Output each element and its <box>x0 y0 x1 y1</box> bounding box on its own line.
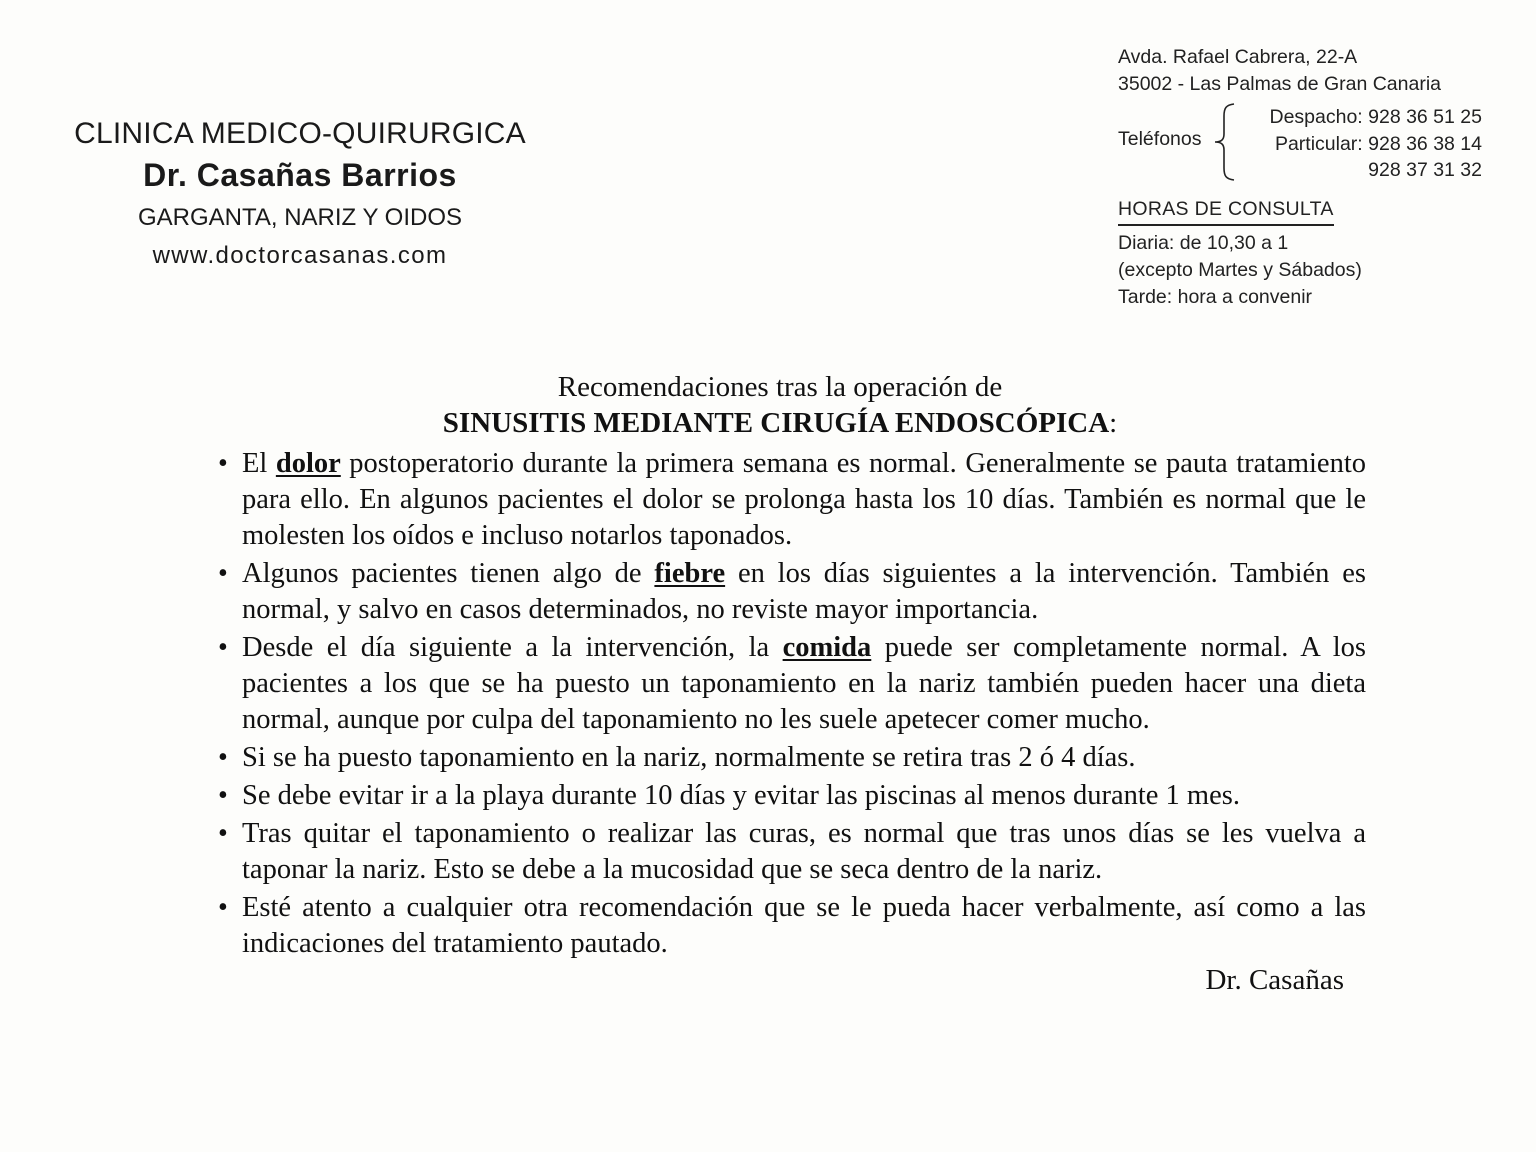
phone-list <box>1269 104 1482 184</box>
phone-extra: 928 37 31 32 <box>1368 159 1482 181</box>
list-item <box>218 778 1366 814</box>
hours-afternoon: Tarde: hora a convenir <box>1118 286 1313 308</box>
recommendations-list <box>218 446 1366 964</box>
contact-block <box>1118 44 1498 311</box>
list-item <box>218 890 1366 962</box>
hours-list <box>1118 230 1498 311</box>
heading-title-text: SINUSITIS MEDIANTE CIRUGÍA ENDOSCÓPICA <box>442 407 1110 439</box>
list-item <box>218 630 1366 738</box>
item-text: Si se ha puesto taponamiento en la nariz, normalmente se retira tras 2 ó 4 días. <box>242 742 1136 773</box>
heading-title <box>0 406 1536 440</box>
item-text: en los días siguientes a la intervención. También es normal, y salvo en casos determinados, no reviste mayor importancia. <box>242 558 1366 625</box>
doctor-name: Dr. Casañas Barrios <box>143 157 457 193</box>
clinic-specialty: GARGANTA, NARIZ Y OIDOS <box>137 204 463 231</box>
hours-daily: Diaria: de 10,30 a 1 <box>1118 232 1289 254</box>
phone-office: Despacho: 928 36 51 25 <box>1269 106 1482 128</box>
hours-exception: (excepto Martes y Sábados) <box>1118 259 1362 281</box>
list-item <box>218 446 1366 554</box>
item-text: El <box>242 448 276 479</box>
list-item <box>218 556 1366 628</box>
item-text: Desde el día siguiente a la intervención, la <box>242 632 783 663</box>
phone-private: Particular: 928 36 38 14 <box>1274 132 1482 155</box>
item-text: Esté atento a cualquier otra recomendación que se le pueda hacer verbalmente, así como a las indicaciones del tratamiento pautado. <box>242 892 1366 959</box>
address-line-2: 35002 - Las Palmas de Gran Canaria <box>1118 73 1442 95</box>
item-text: puede ser completamente normal. A los pacientes a los que se ha puesto un taponamiento en la nariz también pueden hacer una dieta normal, aunque por culpa del taponamiento no les suele apetecer comer mucho. <box>242 632 1367 735</box>
keyword-food: comida <box>782 632 872 663</box>
heading-subtitle: Recomendaciones tras la operación de <box>557 371 1003 403</box>
curly-brace-icon <box>1212 102 1238 182</box>
signature: Dr. Casañas <box>1205 964 1344 996</box>
phones-label: Teléfonos <box>1118 128 1202 150</box>
keyword-pain: dolor <box>275 448 341 479</box>
item-text: Algunos pacientes tienen algo de <box>242 558 655 589</box>
clinic-name: CLINICA MEDICO-QUIRURGICA <box>74 117 526 150</box>
item-text: Tras quitar el taponamiento o realizar las curas, es normal que tras unos días se les vuelva a taponar la nariz. Esto se debe a la mucosidad que se seca dentro de la nariz. <box>242 818 1366 885</box>
heading-title-colon: : <box>1109 407 1118 439</box>
item-text: Se debe evitar ir a la playa durante 10 días y evitar las piscinas al menos durante 1 mes. <box>242 780 1240 811</box>
list-item <box>218 740 1366 776</box>
item-text: postoperatorio durante la primera semana es normal. Generalmente se pauta tratamiento para ello. En algunos pacientes el dolor se prolonga hasta los 10 días. También es normal que le molesten los oídos e incluso notarlos taponados. <box>242 448 1366 551</box>
phones-block <box>1118 104 1498 186</box>
clinic-website: www.doctorcasanas.com <box>152 242 448 269</box>
document-heading <box>0 368 1536 440</box>
clinic-letterhead <box>60 114 540 274</box>
address-line-1: Avda. Rafael Cabrera, 22-A <box>1118 46 1358 68</box>
hours-title: HORAS DE CONSULTA <box>1118 196 1334 226</box>
list-item <box>218 816 1366 888</box>
keyword-fever: fiebre <box>654 558 726 589</box>
